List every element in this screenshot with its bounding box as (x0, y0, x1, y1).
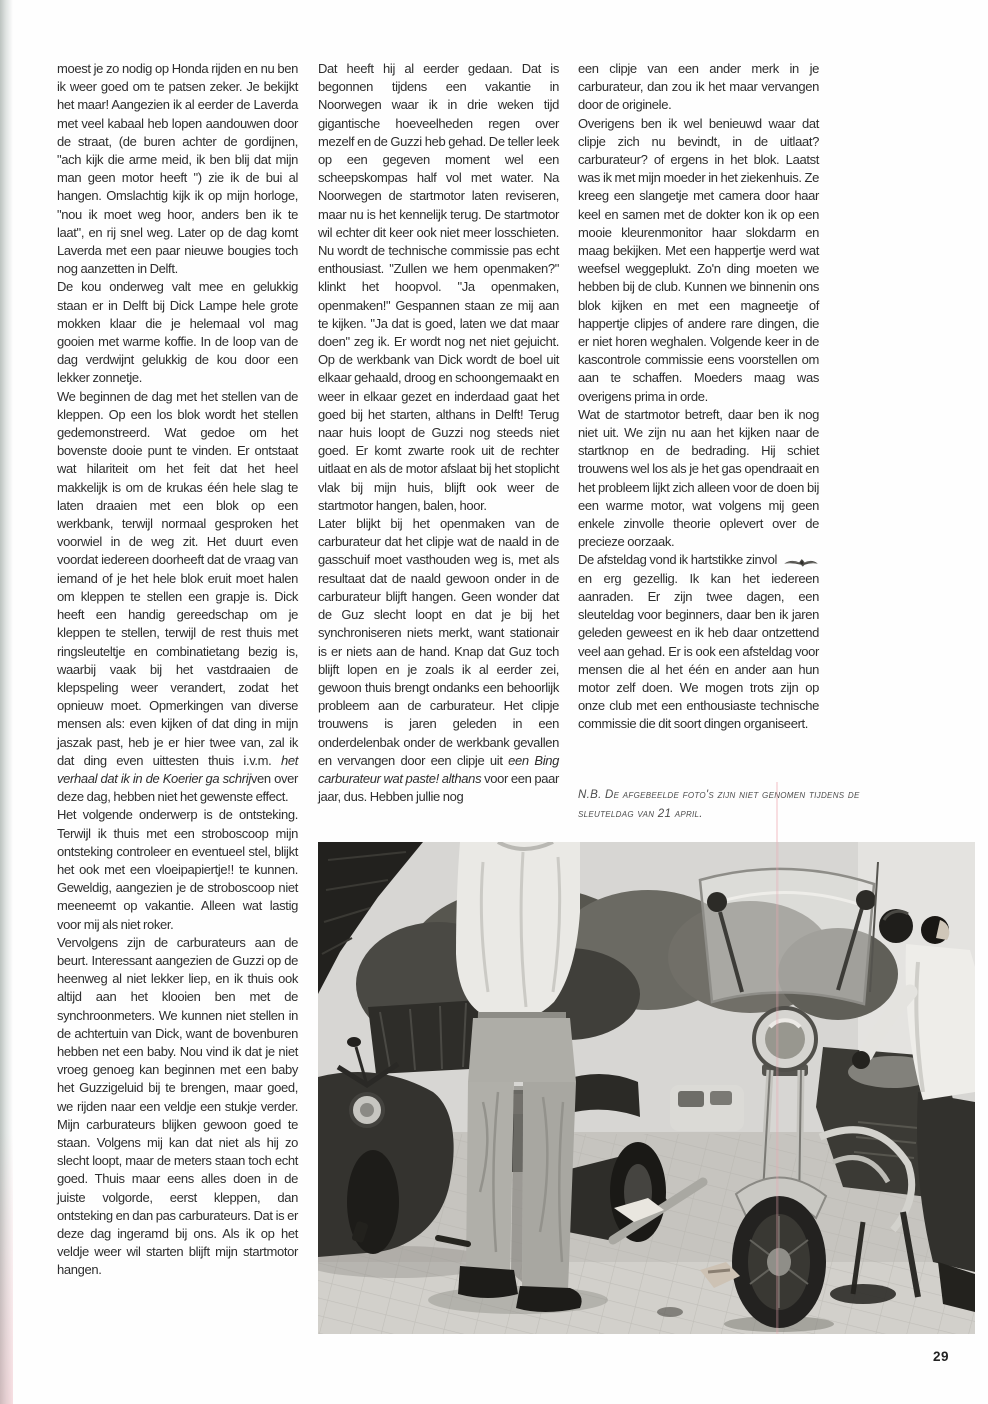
paragraph-text-italic: een Bing carburateur wat paste! althans (318, 752, 559, 786)
paragraph-text: ven over deze dag, hebben niet het gewenste effect. (57, 770, 298, 805)
paragraph (318, 60, 559, 515)
text-column-1 (57, 60, 298, 1280)
paragraph (57, 388, 298, 807)
paragraph (57, 278, 298, 387)
paragraph (578, 551, 819, 733)
paragraph-text: De kou onderweg valt mee en gelukkig staan er in Delft bij Dick Lampe hele grote mokken klaar die je helemaal vol mag gooien met warme koffie. In de loop van de dag verdwijnt gelukkig de kou door een lekker zonnetje. (57, 279, 298, 386)
paragraph-text: moest je zo nodig op Honda rijden en nu ben ik weer goed om te patsen zeker. Je bekijkt het maar! Aangezien ik al eerder de Laverda met veel kabaal heb lopen aandouwen door de straat, (de buren achter de gordijnen, "ach kijk die arme meid, ik ben blij dat mijn man geen motor heeft ") zie ik de bui al hangen. Omslachtig kijk ik op mijn horloge, "nou ik moet weg hoor, anders ben ik te laat", en rij snel weg. Later op de dag komt Laverda met een paar nieuwe bougies toch nog aanzetten in Delft. (57, 61, 298, 277)
paragraph (578, 60, 819, 115)
scan-artifact-line (776, 782, 778, 842)
paragraph (57, 934, 298, 1280)
paragraph-text: Vervolgens zijn de carburateurs aan de beurt. Interessant aangezien de Guzzi op de heenweg al niet lekker liep, en ik thuis ook altijd aan het klooien ben met de synchroonmeters. We kunnen niet stellen in de achtertuin van Dick, want de bovenburen hebben net een baby. Nou vind ik dat je niet vroeg genoeg kan beginnen met een baby het Guzzigeluid bij te brengen, maar goed, we rijden naar een veldje een stukje verder. Mijn carburateurs blijken gewoon goed te staan. Volgens mij kan dat niet als hij zo slecht loopt, maar de meters staan toch echt goed. Thuis maar eens alles doen in de juiste volgorde, eerst kleppen, dan ontsteking en dan pas carburateurs. Dat is er deze dag ingeramd bij ons. Als ik op het veldje weer wil starten blijft mijn startmotor hangen. (57, 934, 298, 1278)
paragraph-text: Het volgende onderwerp is de ontsteking. Terwijl ik thuis met een stroboscoop mijn ontsteking controleer en eventueel stel, blijkt het ook met een vloeipapiertje!! te kunnen. Geweldig, aangezien je de stroboscoop niet meeneemt op vakantie. Alleen wat lastig voor mij als niet roker. (57, 807, 298, 932)
photo-disclaimer-note: N.B. De afgebeelde foto's zijn niet genomen tijdens de sleuteldag van 21 april. (578, 789, 860, 820)
club-wing-emblem-icon (783, 556, 819, 568)
paragraph (57, 60, 298, 278)
paragraph-text: Overigens ben ik wel benieuwd waar dat clipje zich nu bevindt, in de uitlaat? carburateur? of ergens in het blok. Laatst was ik met mijn moeder in het ziekenhuis. Ze kreeg een slangetje met camera door haar keel en samen met de dokter kon ik op een mooie kleurenmonitor haar slokdarm en maag bekijken. Met een happertje werd wat weefsel weggeplukt. Zo'n ding moeten we hebben bij de club. Kunnen we binnenin ons blok kijken en met een magneetje of happertje clipjes of andere rare dingen, die er niet horen weghalen. Volgende keer in de kascontrole commissie eens voorstellen om aan te schaffen. Moeders maag was overigens prima in orde. (578, 115, 819, 404)
paragraph (578, 406, 819, 552)
photo-motorcycles (318, 842, 975, 1334)
paragraph-text: Dat heeft hij al eerder gedaan. Dat is begonnen tijdens een vakantie in Noorwegen waar ik in drie weken tijd gigantische hoeveelheden regen over mezelf en de Guzzi heb gehad. De teller leek op een gegeven moment wel een scheepskompas half vol met water. Na Noorwegen de startmotor laten reviseren, maar nu is het kennelijk terug. De startmotor wil echter dit keer ook niet meer losschieten. Nu wordt de technische commissie pas echt enthousiast. "Zullen we hem openmaken?" klinkt het hoopvol. "Ja openmaken, openmaken!" Gespannen staan ze mij aan te kijken. "Ja dat is goed, laten we dat maar doen" zeg ik. Er wordt nog net niet gejuicht. Op de werkbank van Dick wordt de boel uit elkaar gehaald, droog en schoongemaakt en weer in elkaar gezet en inderdaad gaat het goed bij het starten, althans in Delft! Terug naar huis loopt de Guzzi nog steeds niet goed. Er komt zwarte rook uit de rechter uitlaat en als de motor afslaat bij het stoplicht vlak bij mijn huis, blijft ook weer de startmotor hangen, balen, hoor. (318, 61, 559, 513)
text-column-2 (318, 60, 559, 806)
paragraph-text: We beginnen de dag met het stellen van de kleppen. Op een los blok wordt het stellen gedemonstreerd. Wat gedoe om het bovenste dooie punt te vinden. Er ontstaat wat hilariteit om het feit dat het heel makkelijk is om de krukas één hele slag te laten draaien met een blok op een werkbank, terwijl normaal gesproken het voorwiel in de weg zit. Het duurt even voordat iedereen doorheeft dat de vraag van iemand of je het hele blok eruit moet halen om kleppen te stellen een grapje is. Dick heeft een handig gereedschap om je kleppen te stellen, terwijl de rest thuis met ringsleuteltje en combinatietang bezig is, waarbij vaak bij het vastdraaien de klepspeling weer verandert, zodat het opnieuw moet. Opmerkingen van diverse mensen als: even kijken of dat ding in mijn jaszak past, heb je er hier twee van, zal ik dat ding even uittesten thuis i.v.m. (57, 388, 298, 768)
paragraph-text-italic: het verhaal dat ik in de Koerier ga schrij (57, 752, 298, 786)
paragraph-text: Later blijkt bij het openmaken van de carburateur dat het clipje wat de naald in de gasschuif moet vasthouden weg is, met als resultaat dat de naald gewoon onder in de carburateur blijft hangen. Geen wonder dat de Guz slecht loopt en dat je bij het synchroniseren niets merkt, want stationair is er niets aan de hand. Knap dat Guz toch blijft lopen en je zoals ik al eerder zei, gewoon thuis brengt ondanks een behoorlijk probleem aan de carburateur. Het clipje trouwens is jaren geleden in een onderdelenbak onder de werkbank gevallen en vervangen door een clipje uit (318, 516, 559, 768)
paragraph (318, 515, 559, 806)
paragraph-text: Wat de startmotor betreft, daar ben ik nog niet uit. We zijn nu aan het kijken naar de startknop en de bedrading. Hij schiet trouwens wel los als je het gas opendraait en het probleem lijkt zich alleen voor de doen bij een warme motor, wat volgens mij geen enkele zinvolle theorie oplevert over de precieze oorzaak. (578, 406, 819, 550)
page-gutter-shadow-pink (0, 1084, 13, 1404)
paragraph-text: voor een paar jaar, dus. Hebben jullie nog (318, 770, 559, 805)
paragraph-text: een clipje van een ander merk in je carburateur, dan zou ik het maar vervangen door de originele. (578, 61, 819, 113)
paragraph-text: De afsteldag vond ik hartstikke zinvol en erg gezellig. Ik kan het iedereen aanraden. Er zijn twee dagen, een sleuteldag voor beginners, daar ben ik jaren geleden geweest en ik heb daar ontzettend veel aan gehad. Er is ook een afsteldag voor mensen die al het één en ander aan hun motor zelf doen. We mogen trots zijn op onze club met een enthousiaste technische commissie die dit soort dingen organiseert. (578, 552, 819, 732)
text-column-3 (578, 60, 819, 734)
page-number: 29 (933, 1349, 950, 1364)
paragraph (57, 806, 298, 933)
paragraph (578, 115, 819, 406)
